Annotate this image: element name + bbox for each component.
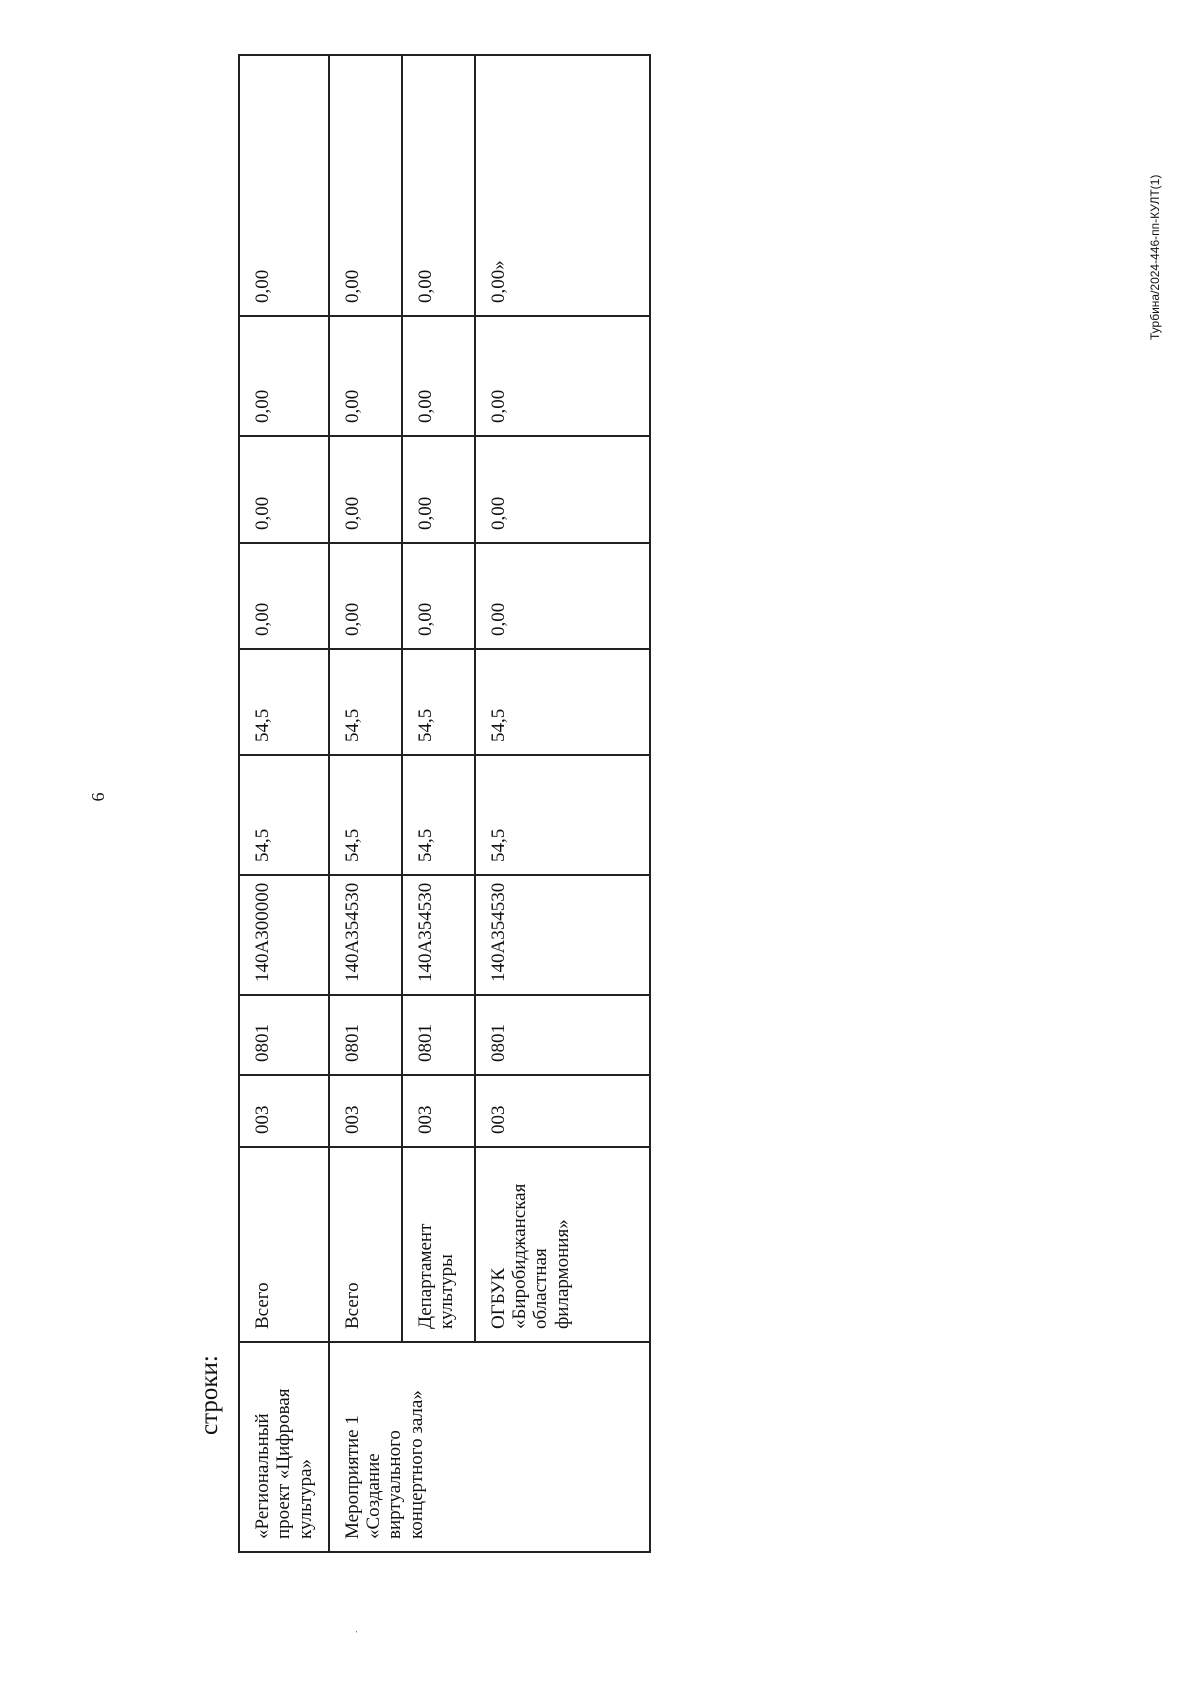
value-cell: 0,00: [239, 436, 329, 543]
table-row: [329, 55, 402, 1552]
value-cell: 0,00: [239, 316, 329, 436]
csr-cell: 140А300000: [239, 875, 329, 995]
document-code: Турбина/2024-446-пп-КУЛТ(1): [1148, 174, 1162, 340]
value-cell: 0,00: [239, 543, 329, 649]
page-number: 6: [88, 792, 108, 802]
value-cell: 54,5: [475, 755, 650, 875]
grbs-cell: 003: [329, 1075, 402, 1147]
table-row: [402, 55, 475, 1552]
rzpr-cell: 0801: [329, 995, 402, 1075]
value-cell: 0,00: [402, 436, 475, 543]
rzpr-cell: 0801: [402, 995, 475, 1075]
table-row: [475, 55, 650, 1552]
value-cell: 54,5: [402, 755, 475, 875]
project-name-cell: «Региональный проект «Цифровая культура»: [239, 1342, 329, 1552]
value-cell: 0,00: [329, 543, 402, 649]
value-cell: 54,5: [239, 649, 329, 755]
grbs-cell: 003: [475, 1075, 650, 1147]
value-cell: 0,00: [475, 316, 650, 436]
value-cell: 54,5: [402, 649, 475, 755]
value-cell: 54,5: [239, 755, 329, 875]
rzpr-cell: 0801: [475, 995, 650, 1075]
grbs-cell: 003: [402, 1075, 475, 1147]
executor-cell: ОГБУК «Биробиджанская областная филармония»: [475, 1147, 650, 1342]
csr-cell: 140А354530: [329, 875, 402, 995]
value-cell: 0,00: [239, 55, 329, 316]
rzpr-cell: 0801: [239, 995, 329, 1075]
value-cell: 54,5: [475, 649, 650, 755]
rotated-table-wrapper: [238, 56, 632, 1553]
value-cell: 0,00: [329, 436, 402, 543]
budget-table: [238, 54, 651, 1553]
executor-cell: Департамент культуры: [402, 1147, 475, 1342]
value-cell: 54,5: [329, 755, 402, 875]
value-cell: 0,00»: [475, 55, 650, 316]
grbs-cell: 003: [239, 1075, 329, 1147]
scan-speck: ˈ: [355, 1630, 359, 1641]
table-row: [239, 55, 329, 1552]
csr-cell: 140А354530: [402, 875, 475, 995]
value-cell: 0,00: [402, 543, 475, 649]
value-cell: 0,00: [475, 436, 650, 543]
value-cell: 0,00: [475, 543, 650, 649]
value-cell: 0,00: [402, 55, 475, 316]
executor-cell: Всего: [329, 1147, 402, 1342]
section-heading: строки:: [196, 1355, 223, 1435]
project-name-cell: Мероприятие 1 «Создание виртуального концертного зала»: [329, 1342, 650, 1552]
value-cell: 0,00: [329, 55, 402, 316]
value-cell: 0,00: [402, 316, 475, 436]
value-cell: 54,5: [329, 649, 402, 755]
value-cell: 0,00: [329, 316, 402, 436]
csr-cell: 140А354530: [475, 875, 650, 995]
executor-cell: Всего: [239, 1147, 329, 1342]
